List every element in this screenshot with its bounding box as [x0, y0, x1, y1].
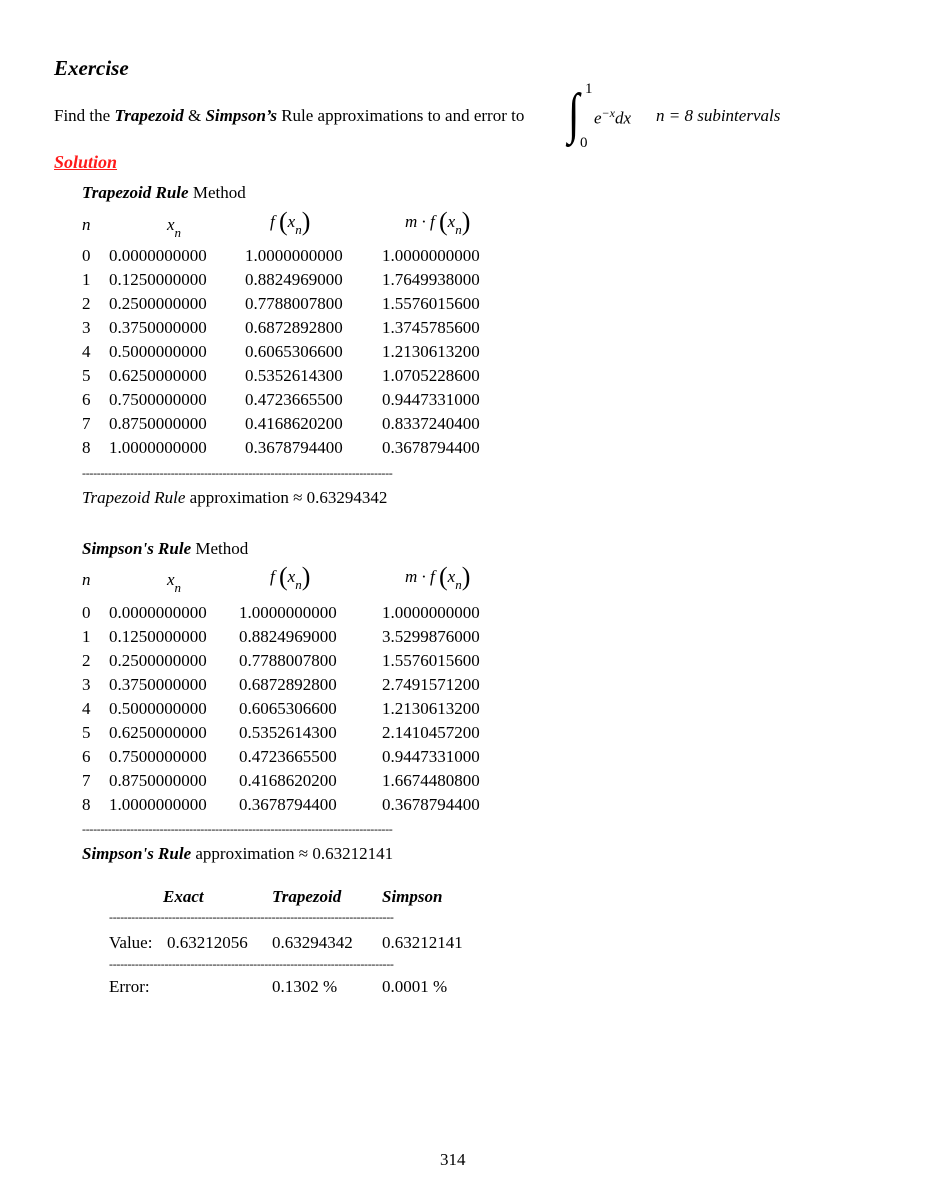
header-fxn: f $(x_n)$ — [270, 207, 311, 237]
simpson-method-title — [82, 539, 248, 559]
header-x-label: x — [167, 570, 175, 589]
row-index: 4 — [82, 699, 91, 718]
header-m-x: x — [447, 567, 456, 586]
summary-separator-bottom: ----------------------------------------------------------------------------- — [109, 957, 394, 971]
row-mf-value: 1.0705228600 — [382, 366, 480, 385]
row-x-value: 0.3750000000 — [109, 675, 207, 694]
row-f-value: 0.8824969000 — [239, 627, 337, 646]
row-x-value: 0.6250000000 — [109, 723, 207, 742]
row-x-value: 0.5000000000 — [109, 342, 207, 361]
summary-value-trapezoid: 0.63294342 — [272, 933, 353, 952]
row-index: 1 — [82, 627, 91, 646]
row-f-value: 0.6065306600 — [239, 699, 337, 718]
row-index: 3 — [82, 675, 91, 694]
row-f-value: 0.7788007800 — [245, 294, 343, 313]
row-x-value: 0.8750000000 — [109, 414, 207, 433]
row-index: 3 — [82, 318, 91, 337]
summary-header-simpson: Simpson — [382, 887, 443, 906]
row-mf-value: 1.0000000000 — [382, 603, 480, 622]
problem-prefix: Find the — [54, 106, 115, 125]
row-f-value: 0.3678794400 — [239, 795, 337, 814]
row-index: 7 — [82, 771, 91, 790]
summary-value-label: Value: — [109, 933, 153, 952]
row-x-value: 0.6250000000 — [109, 366, 207, 385]
row-f-value: 0.4168620200 — [239, 771, 337, 790]
row-mf-value: 0.3678794400 — [382, 795, 480, 814]
header-n: n — [82, 570, 91, 589]
row-f-value: 0.7788007800 — [239, 651, 337, 670]
row-f-value: 0.5352614300 — [239, 723, 337, 742]
row-x-value: 0.8750000000 — [109, 771, 207, 790]
row-f-value: 0.8824969000 — [245, 270, 343, 289]
simpson-method-name: Simpson's Rule — [82, 539, 192, 558]
header-f-x: x — [287, 212, 296, 231]
simpson-separator: ------------------------------------------------------------------------------------ — [82, 822, 393, 836]
row-mf-value: 1.3745785600 — [382, 318, 480, 337]
row-x-value: 0.3750000000 — [109, 318, 207, 337]
subintervals-label: n = 8 subintervals — [656, 106, 781, 125]
header-mfxn: m · f $(x_n)$ — [405, 207, 471, 237]
integrand-dx: dx — [614, 108, 632, 128]
header-x-label: x — [167, 215, 175, 234]
row-index: 0 — [82, 603, 91, 622]
integral-upper-limit: 1 — [585, 81, 593, 97]
row-mf-value: 1.5576015600 — [382, 294, 480, 313]
header-m-label: m · f — [405, 212, 435, 231]
row-x-value: 0.7500000000 — [109, 390, 207, 409]
problem-trapezoid: Trapezoid — [114, 106, 184, 125]
row-f-value: 0.4168620200 — [245, 414, 343, 433]
row-mf-value: 1.7649938000 — [382, 270, 480, 289]
trapezoid-separator: ------------------------------------------------------------------------------------ — [82, 466, 393, 480]
row-mf-value: 1.0000000000 — [382, 246, 480, 265]
row-f-value: 0.6872892800 — [245, 318, 343, 337]
problem-statement — [54, 106, 524, 126]
header-f-label: f — [270, 212, 275, 231]
row-mf-value: 3.5299876000 — [382, 627, 480, 646]
row-index: 6 — [82, 390, 91, 409]
row-index: 5 — [82, 366, 91, 385]
row-x-value: 0.2500000000 — [109, 294, 207, 313]
row-x-value: 1.0000000000 — [109, 795, 207, 814]
integral-symbol: ∫ — [567, 83, 580, 145]
row-index: 4 — [82, 342, 91, 361]
row-index: 7 — [82, 414, 91, 433]
summary-value-exact: 0.63212056 — [167, 933, 248, 952]
header-m-label: m · f — [405, 567, 435, 586]
header-xn — [167, 570, 181, 596]
problem-simpson: Simpson’s — [205, 106, 277, 125]
exercise-title: Exercise — [54, 56, 129, 80]
row-index: 2 — [82, 294, 91, 313]
row-x-value: 0.7500000000 — [109, 747, 207, 766]
header-f-x: x — [287, 567, 296, 586]
trapezoid-method-name: Trapezoid Rule — [82, 183, 189, 202]
row-index: 2 — [82, 651, 91, 670]
page-number: 314 — [440, 1150, 466, 1169]
row-mf-value: 0.8337240400 — [382, 414, 480, 433]
summary-separator-top: ----------------------------------------------------------------------------- — [109, 910, 394, 924]
trapezoid-method-word: Method — [188, 183, 246, 202]
row-x-value: 1.0000000000 — [109, 438, 207, 457]
summary-error-label: Error: — [109, 977, 150, 996]
row-index: 6 — [82, 747, 91, 766]
header-f-sub: n — [295, 577, 302, 592]
simpson-approximation — [82, 844, 393, 864]
header-f-sub: n — [295, 222, 302, 237]
row-mf-value: 1.2130613200 — [382, 342, 480, 361]
header-m-sub: n — [455, 222, 462, 237]
row-f-value: 0.5352614300 — [245, 366, 343, 385]
summary-header-trapezoid: Trapezoid — [272, 887, 342, 906]
summary-value-simpson: 0.63212141 — [382, 933, 463, 952]
row-x-value: 0.0000000000 — [109, 246, 207, 265]
row-x-value: 0.0000000000 — [109, 603, 207, 622]
header-m-x: x — [447, 212, 456, 231]
row-mf-value: 1.5576015600 — [382, 651, 480, 670]
row-index: 5 — [82, 723, 91, 742]
summary-error-simpson: 0.0001 % — [382, 977, 448, 996]
simpson-approx-name: Simpson's Rule — [82, 844, 192, 863]
trapezoid-approx-name: Trapezoid Rule — [82, 488, 186, 507]
integrand-base: e — [594, 108, 602, 128]
row-x-value: 0.2500000000 — [109, 651, 207, 670]
row-f-value: 0.4723665500 — [239, 747, 337, 766]
header-x-sub: n — [174, 580, 182, 595]
row-index: 1 — [82, 270, 91, 289]
trapezoid-method-title — [82, 183, 246, 203]
header-xn — [167, 215, 181, 241]
header-x-sub: n — [174, 225, 182, 240]
row-mf-value: 0.9447331000 — [382, 747, 480, 766]
summary-header-exact: Exact — [163, 887, 204, 906]
row-mf-value: 0.9447331000 — [382, 390, 480, 409]
integrand-exponent: −x — [601, 106, 615, 120]
row-f-value: 0.6872892800 — [239, 675, 337, 694]
header-m-sub: n — [455, 577, 462, 592]
header-fxn: f $(x_n)$ — [270, 562, 311, 592]
trapezoid-approximation — [82, 488, 387, 508]
header-f-label: f — [270, 567, 275, 586]
row-x-value: 0.1250000000 — [109, 270, 207, 289]
solution-heading: Solution — [54, 152, 118, 172]
trapezoid-approx-text: approximation ≈ 0.63294342 — [185, 488, 388, 507]
row-mf-value: 0.3678794400 — [382, 438, 480, 457]
simpson-method-word: Method — [191, 539, 249, 558]
row-mf-value: 2.7491571200 — [382, 675, 480, 694]
row-f-value: 0.6065306600 — [245, 342, 343, 361]
row-f-value: 0.3678794400 — [245, 438, 343, 457]
summary-error-trapezoid: 0.1302 % — [272, 977, 338, 996]
row-index: 0 — [82, 246, 91, 265]
row-f-value: 0.4723665500 — [245, 390, 343, 409]
header-mfxn: m · f $(x_n)$ — [405, 562, 471, 592]
row-f-value: 1.0000000000 — [239, 603, 337, 622]
problem-suffix: Rule approximations to and error to — [276, 106, 525, 125]
simpson-approx-text: approximation ≈ 0.63212141 — [191, 844, 394, 863]
row-mf-value: 2.1410457200 — [382, 723, 480, 742]
problem-amp: & — [183, 106, 206, 125]
integrand — [594, 106, 631, 129]
header-n: n — [82, 215, 91, 234]
integral-lower-limit: 0 — [580, 135, 588, 151]
row-f-value: 1.0000000000 — [245, 246, 343, 265]
row-index: 8 — [82, 438, 91, 457]
row-x-value: 0.5000000000 — [109, 699, 207, 718]
row-mf-value: 1.6674480800 — [382, 771, 480, 790]
row-mf-value: 1.2130613200 — [382, 699, 480, 718]
row-index: 8 — [82, 795, 91, 814]
row-x-value: 0.1250000000 — [109, 627, 207, 646]
